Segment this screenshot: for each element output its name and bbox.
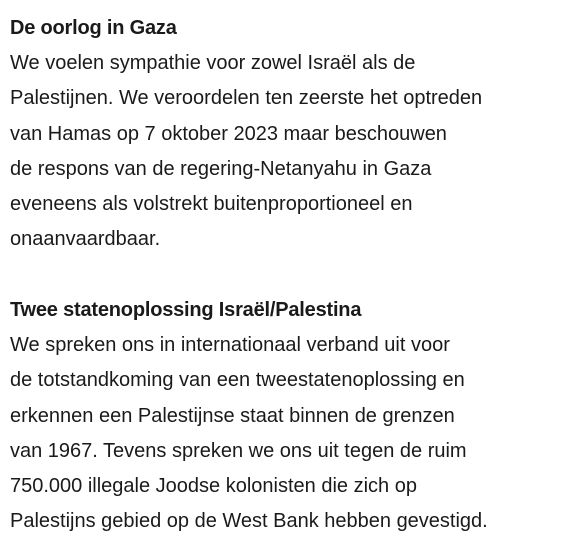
section-gaza-war bbox=[10, 11, 482, 258]
paragraph-line: Palestijnen. We veroordelen ten zeerste het optreden bbox=[10, 87, 483, 110]
section-paragraph bbox=[10, 46, 482, 258]
section-paragraph bbox=[10, 328, 488, 540]
section-two-state-solution bbox=[10, 293, 488, 540]
paragraph-line: erkennen een Palestijnse staat binnen de grenzen bbox=[10, 404, 455, 427]
paragraph-line: de totstandkoming van een tweestatenoplossing en bbox=[10, 369, 465, 392]
paragraph-line: 750.000 illegale Joodse kolonisten die zich op bbox=[10, 475, 417, 498]
paragraph-line: van Hamas op 7 oktober 2023 maar beschouwen bbox=[10, 122, 447, 145]
paragraph-line: We spreken ons in internationaal verband uit voor bbox=[10, 334, 450, 356]
paragraph-line: de respons van de regering-Netanyahu in Gaza bbox=[10, 157, 432, 180]
paragraph-line: We voelen sympathie voor zowel Israël als de bbox=[10, 52, 416, 74]
paragraph-line: eveneens als volstrekt buitenproportioneel en bbox=[10, 193, 413, 216]
section-heading: De oorlog in Gaza bbox=[10, 17, 177, 39]
section-heading: Twee statenoplossing Israël/Palestina bbox=[10, 299, 362, 321]
paragraph-line: van 1967. Tevens spreken we ons uit tegen de ruim bbox=[10, 439, 467, 462]
paragraph-line: Palestijns gebied op de West Bank hebben gevestigd. bbox=[10, 510, 488, 533]
paragraph-line: onaanvaardbaar. bbox=[10, 228, 161, 251]
